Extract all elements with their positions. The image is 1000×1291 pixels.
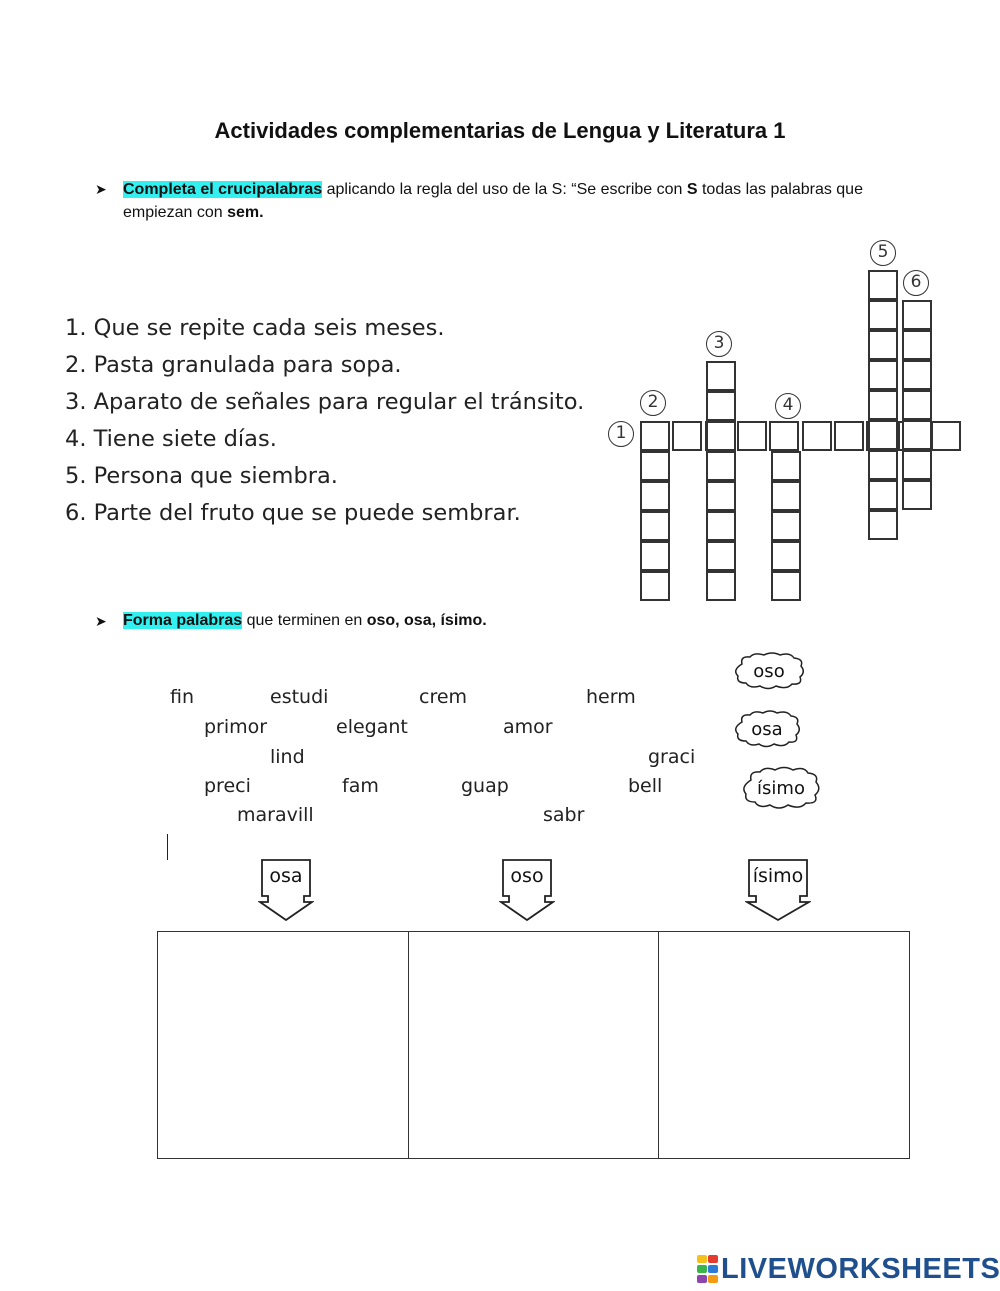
crossword-cell[interactable] — [902, 360, 932, 390]
cloud-label: osa — [751, 718, 783, 740]
word-fragment: preci — [204, 775, 251, 797]
crossword-cell[interactable] — [834, 421, 864, 451]
crossword-cell[interactable] — [902, 300, 932, 330]
crossword-number: 4 — [775, 393, 801, 419]
crossword-cell[interactable] — [902, 330, 932, 360]
word-fragment: graci — [648, 746, 696, 768]
cloud-bubble — [732, 709, 802, 749]
liveworksheets-logo-icon — [697, 1255, 719, 1285]
instruction-text: todas las palabras que empiezan con — [123, 181, 863, 221]
crossword-number: 5 — [870, 240, 896, 266]
crossword-cell[interactable] — [902, 390, 932, 420]
crossword-cell[interactable] — [868, 450, 898, 480]
cloud-bubble — [740, 765, 822, 811]
crossword-cell[interactable] — [868, 330, 898, 360]
crossword-number: 6 — [903, 270, 929, 296]
arrow-label-box — [499, 858, 555, 924]
crossword-cell[interactable] — [868, 270, 898, 300]
crossword-cell[interactable] — [706, 421, 736, 451]
instruction-form-words — [123, 609, 487, 632]
text-cursor — [167, 834, 168, 860]
clue-2: 2. Pasta granulada para sopa. — [65, 352, 402, 378]
word-fragment: herm — [586, 686, 636, 708]
word-fragment: lind — [270, 746, 305, 768]
crossword-cell[interactable] — [640, 451, 670, 481]
word-fragment: crem — [419, 686, 468, 708]
crossword-cell[interactable] — [902, 420, 932, 450]
crossword-number: 1 — [608, 421, 634, 447]
crossword-cell[interactable] — [640, 571, 670, 601]
word-fragment: bell — [628, 775, 663, 797]
instruction-highlight: Completa el crucipalabras — [123, 181, 323, 198]
cloud-label: oso — [753, 660, 785, 682]
word-fragment: amor — [503, 716, 553, 738]
crossword-cell[interactable] — [706, 391, 736, 421]
crossword-cell[interactable] — [706, 571, 736, 601]
answer-column-isimo[interactable] — [658, 932, 909, 1158]
crossword-cell[interactable] — [672, 421, 702, 451]
bullet-arrow-icon: ➤ — [95, 181, 107, 197]
crossword-cell[interactable] — [771, 451, 801, 481]
clue-1: 1. Que se repite cada seis meses. — [65, 315, 445, 341]
crossword-cell[interactable] — [706, 511, 736, 541]
crossword-cell[interactable] — [868, 390, 898, 420]
crossword-cell[interactable] — [771, 511, 801, 541]
arrow-label-box — [745, 858, 811, 924]
answer-column-oso[interactable] — [408, 932, 659, 1158]
instruction-bold: S — [686, 181, 698, 198]
crossword-cell[interactable] — [902, 480, 932, 510]
crossword-cell[interactable] — [706, 451, 736, 481]
clue-5: 5. Persona que siembra. — [65, 463, 338, 489]
instruction-highlight: Forma palabras — [123, 612, 243, 629]
instruction-bold: oso, osa, ísimo. — [366, 612, 487, 629]
liveworksheets-logo: LIVEWORKSHEETS — [721, 1253, 1000, 1285]
crossword-cell[interactable] — [868, 480, 898, 510]
arrow-label-box — [258, 858, 314, 924]
crossword-cell[interactable] — [706, 481, 736, 511]
arrow-label: osa — [269, 865, 303, 887]
answer-table — [157, 931, 910, 1159]
crossword-cell[interactable] — [640, 511, 670, 541]
word-fragment: guap — [461, 775, 509, 797]
crossword-cell[interactable] — [802, 421, 832, 451]
crossword-cell[interactable] — [640, 421, 670, 451]
crossword-cell[interactable] — [868, 420, 898, 450]
clue-6: 6. Parte del fruto que se puede sembrar. — [65, 500, 521, 526]
instruction-bold: sem. — [227, 204, 264, 221]
word-fragment: maravill — [237, 804, 314, 826]
crossword-cell[interactable] — [868, 300, 898, 330]
crossword-cell[interactable] — [706, 361, 736, 391]
word-fragment: elegant — [336, 716, 408, 738]
arrow-label: oso — [510, 865, 544, 887]
word-fragment: sabr — [543, 804, 585, 826]
crossword-cell[interactable] — [931, 421, 961, 451]
instruction-crossword — [123, 178, 923, 224]
cloud-label: ísimo — [757, 777, 805, 799]
crossword-cell[interactable] — [640, 481, 670, 511]
crossword-cell[interactable] — [737, 421, 767, 451]
crossword-cell[interactable] — [868, 360, 898, 390]
instruction-text: aplicando la regla del uso de la S: “Se escribe con — [322, 181, 687, 198]
crossword-cell[interactable] — [706, 541, 736, 571]
arrow-label: ísimo — [752, 865, 804, 887]
answer-column-osa[interactable] — [158, 932, 408, 1158]
crossword-cell[interactable] — [771, 571, 801, 601]
crossword-number: 2 — [640, 390, 666, 416]
crossword-cell[interactable] — [771, 481, 801, 511]
crossword-number: 3 — [706, 331, 732, 357]
word-fragment: fin — [170, 686, 195, 708]
crossword-cell[interactable] — [902, 450, 932, 480]
crossword-cell[interactable] — [868, 510, 898, 540]
crossword-cell[interactable] — [640, 541, 670, 571]
clue-3: 3. Aparato de señales para regular el tránsito. — [65, 389, 585, 415]
instruction-text: que terminen en — [242, 612, 367, 629]
word-fragment: fam — [342, 775, 379, 797]
cloud-bubble — [732, 651, 806, 691]
clue-4: 4. Tiene siete días. — [65, 426, 277, 452]
word-fragment: estudi — [270, 686, 329, 708]
crossword-cell[interactable] — [771, 541, 801, 571]
bullet-arrow-icon: ➤ — [95, 613, 107, 629]
crossword-cell[interactable] — [769, 421, 799, 451]
page-title: Actividades complementarias de Lengua y Literatura 1 — [214, 118, 786, 143]
word-fragment: primor — [204, 716, 268, 738]
